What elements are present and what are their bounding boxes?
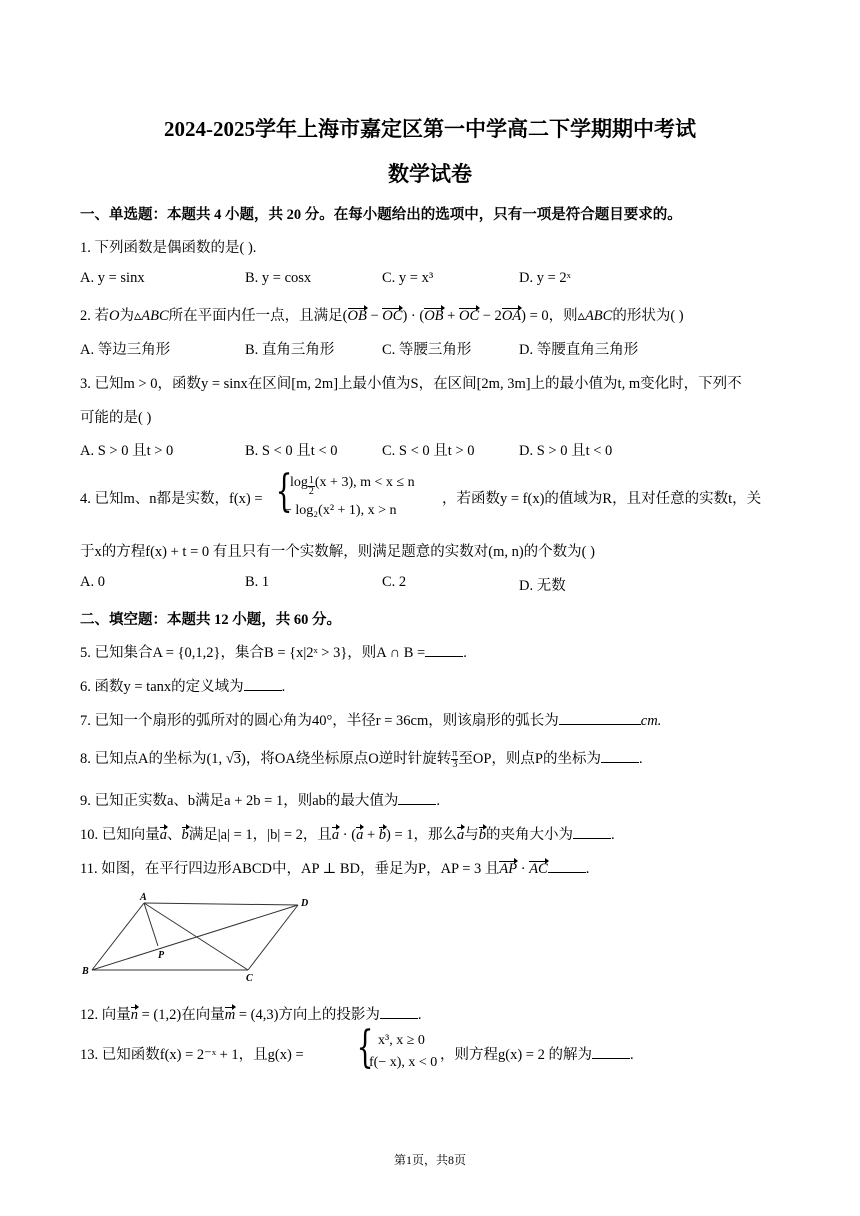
q4-piece2: − log₂(x² + 1), x > n — [284, 503, 397, 518]
label-b: B — [82, 966, 89, 977]
q11-parallelogram-figure — [80, 888, 320, 984]
q13-blank — [592, 1046, 630, 1059]
q12-blank — [380, 1006, 418, 1019]
q4-option-d: D. 无数 — [519, 578, 566, 594]
q11-stem: 11. 如图，在平行四边形ABCD中，AP ⊥ BD，垂足为P，AP = 3 且AP · AC . — [80, 861, 590, 877]
q5-blank — [425, 644, 463, 657]
label-c: C — [246, 973, 253, 984]
label-d: D — [301, 898, 309, 909]
q11-blank — [548, 860, 586, 873]
q8-blank — [601, 750, 639, 763]
q1-option-a: A. y = sinx — [80, 270, 145, 286]
q2-option-b: B. 直角三角形 — [245, 342, 335, 358]
q4-option-a: A. 0 — [80, 574, 105, 590]
edge-ad — [144, 903, 298, 905]
q10-stem: 10. 已知向量a、b满足|a| = 1，|b| = 2，且a · (a + b) = 1，那么a与b的夹角大小为 . — [80, 827, 615, 843]
q1-option-c: C. y = x³ — [382, 270, 434, 286]
q8-stem: 8. 已知点A的坐标为(1, √3)，将OA绕坐标原点O逆时针旋转 $\frac{\pi}{3}$ 至OP，则点P的坐标为 . — [80, 748, 643, 771]
q3-stem-line2: 可能的是( ) — [80, 410, 152, 426]
q4-trail: ，若函数y = f(x)的值域为R，且对任意的实数t，关 — [442, 491, 762, 507]
q2-option-c: C. 等腰三角形 — [382, 342, 472, 358]
exam-subtitle: 数学试卷 — [388, 162, 472, 186]
exam-title: 2024-2025学年上海市嘉定区第一中学高二下学期期中考试 — [164, 117, 696, 141]
q1-stem: 1. 下列函数是偶函数的是( ). — [80, 240, 257, 256]
q4-lead: 4. 已知m、n都是实数，f(x) = — [80, 491, 263, 507]
q13-piece1: x³, x ≥ 0 — [378, 1033, 425, 1048]
q4-brace: { — [275, 466, 293, 517]
q9-stem: 9. 已知正实数a、b满足a + 2b = 1，则ab的最大值为 . — [80, 793, 441, 809]
q4-stem-line2: 于x的方程f(x) + t = 0 有且只有一个实数解，则满足题意的实数对(m, n)的个数为( ) — [80, 544, 595, 560]
q13-brace: { — [356, 1022, 374, 1073]
segment-ap — [144, 903, 158, 946]
q3-option-b: B. S < 0 且t < 0 — [245, 443, 338, 459]
q6-stem: 6. 函数y = tanx的定义域为 . — [80, 679, 286, 695]
q7-blank — [559, 712, 641, 725]
q10-blank — [573, 826, 611, 839]
q9-blank — [398, 792, 436, 805]
section-1-heading: 一、单选题：本题共 4 小题，共 20 分。在每小题给出的选项中，只有一项是符合题目要求的。 — [80, 207, 682, 223]
q13-piece2: f(− x), x < 0 — [369, 1055, 438, 1070]
q1-option-b: B. y = cosx — [245, 270, 312, 286]
q13-lead: 13. 已知函数f(x) = 2⁻ˣ + 1，且g(x) = — [80, 1047, 304, 1063]
q1-option-d: D. y = 2ˣ — [519, 270, 571, 286]
q6-blank — [244, 678, 282, 691]
label-p: P — [158, 950, 165, 961]
q3-option-d: D. S > 0 且t < 0 — [519, 443, 613, 459]
q2-option-d: D. 等腰直角三角形 — [519, 342, 639, 358]
q2-stem: 2. 若O为▵ABC所在平面内任一点，且满足(OB − OC) · (OB + OC − 2OA) = 0，则▵ABC的形状为( ) — [80, 308, 684, 324]
page-footer: 第1页，共8页 — [393, 1153, 466, 1167]
q3-stem-line1: 3. 已知m > 0，函数y = sinx在区间[m, 2m]上最小值为S，在区间[2m, 3m]上的最小值为t, m变化时，下列不 — [80, 376, 742, 392]
q13-trail: ，则方程g(x) = 2 的解为 . — [440, 1047, 634, 1063]
q3-option-a: A. S > 0 且t > 0 — [80, 443, 174, 459]
q4-piece1: log $\frac{1}{2}$ (x + 3), m < x ≤ n — [290, 475, 415, 497]
diagonal-bd — [92, 905, 298, 970]
edge-cd — [248, 905, 298, 970]
q2-option-a: A. 等边三角形 — [80, 342, 171, 358]
label-a: A — [140, 892, 147, 903]
q3-option-c: C. S < 0 且t > 0 — [382, 443, 475, 459]
q12-stem: 12. 向量n = (1,2)在向量m = (4,3)方向上的投影为 . — [80, 1007, 422, 1023]
q4-option-b: B. 1 — [245, 574, 270, 590]
q7-stem: 7. 已知一个扇形的弧所对的圆心角为40°，半径r = 36cm，则该扇形的弧长为 cm. — [80, 713, 662, 729]
q4-option-c: C. 2 — [382, 574, 407, 590]
q5-stem: 5. 已知集合A = {0,1,2}，集合B = {x|2ˣ > 3}，则A ∩ B = . — [80, 645, 467, 661]
edge-ab — [92, 903, 144, 970]
section-2-heading: 二、填空题：本题共 12 小题，共 60 分。 — [80, 612, 341, 628]
